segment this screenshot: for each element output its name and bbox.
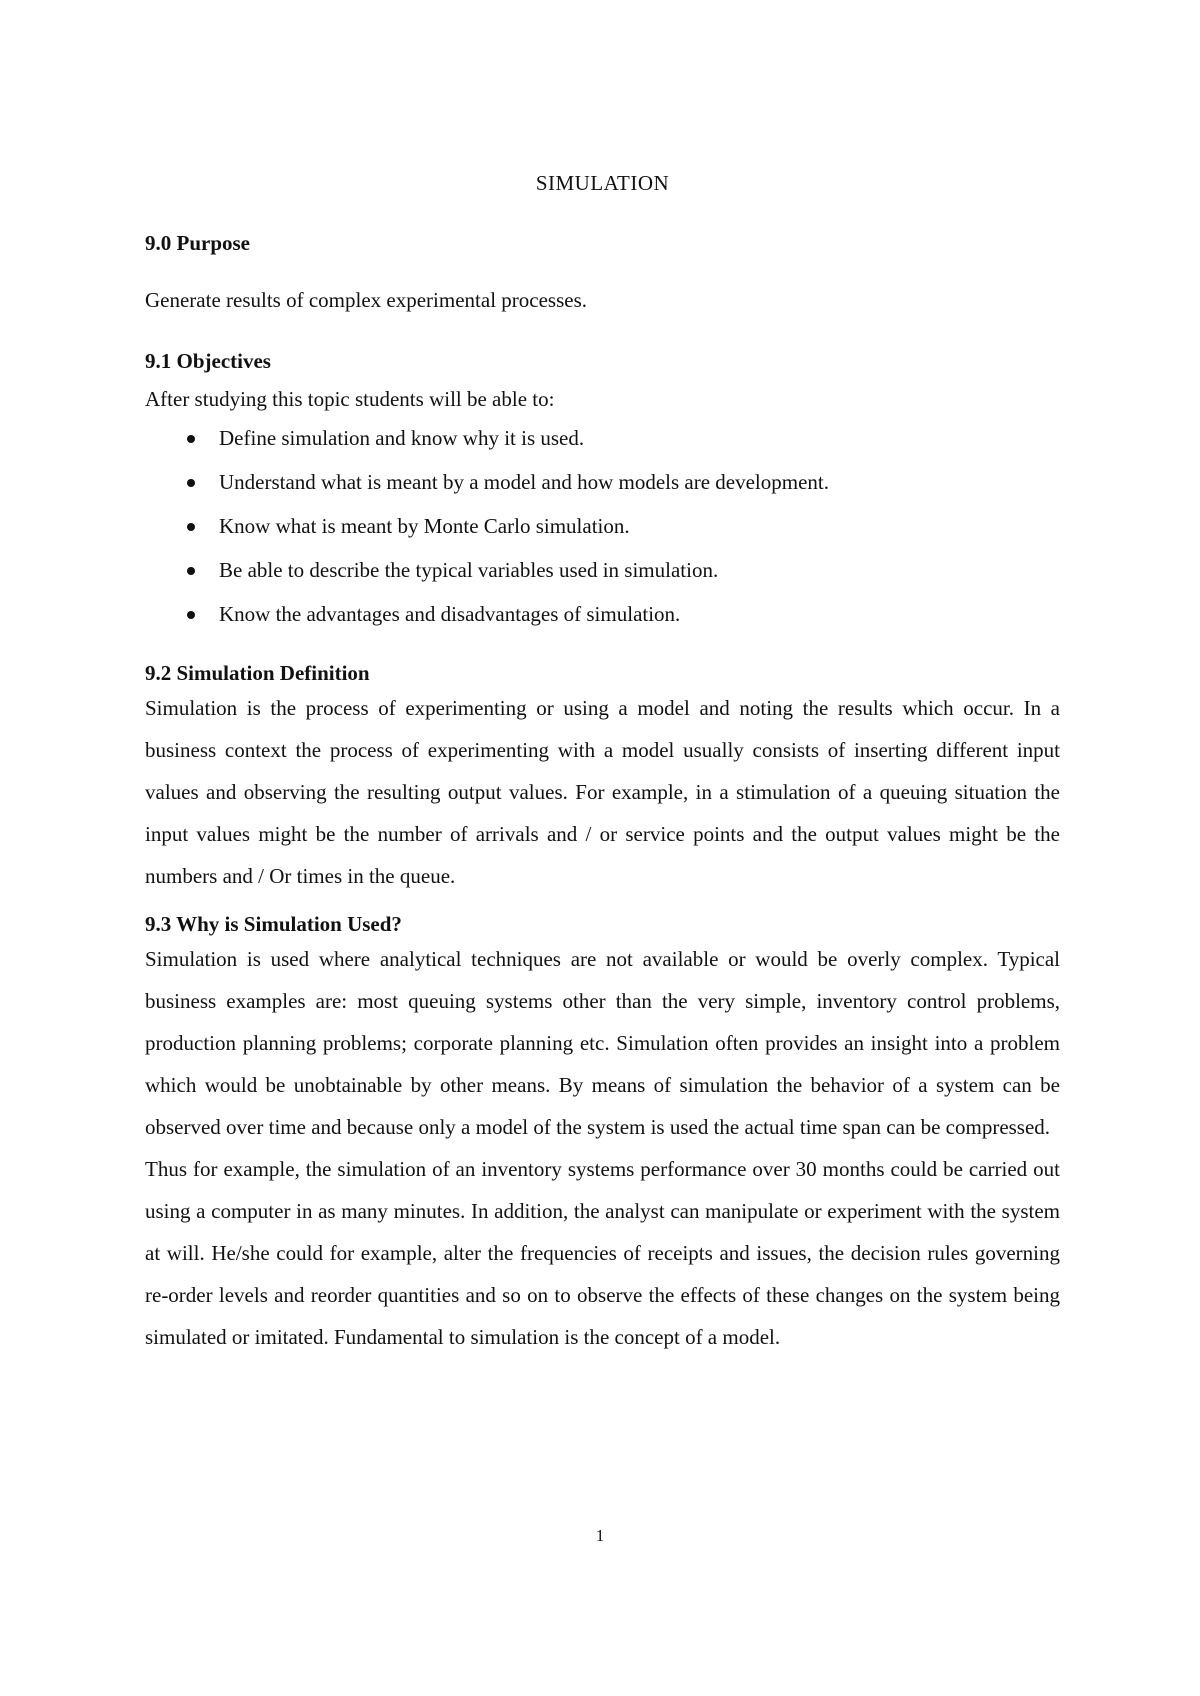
section-heading-purpose: 9.0 Purpose (145, 231, 250, 255)
why-used-paragraph-2: Thus for example, the simulation of an inventory systems performance over 30 months could be carried out using a computer in as many minutes. In addition, the analyst can manipulate or experiment with the system at will. He/she could for example, alter the frequencies of receipts and issues, the decision rules governing re-order levels and reorder quantities and so on to observe the effects of these changes on the system being simulated or imitated. Fundamental to simulation is the concept of a model. (145, 1157, 1060, 1349)
bullet-icon (187, 479, 195, 487)
objectives-list (145, 416, 1060, 636)
why-used-paragraph-1: Simulation is used where analytical techniques are not available or would be overly complex. Typical business examples are: most queuing systems other than the very simple, inventory control problems, production planning problems; corporate planning etc. Simulation often provides an insight into a problem which would be unobtainable by other means. By means of simulation the behavior of a system can be observed over time and because only a model of the system is used the actual time span can be compressed. (145, 947, 1060, 1139)
section-heading-why-used: 9.3 Why is Simulation Used? (145, 912, 402, 936)
definition-text: Simulation is the process of experimenting or using a model and noting the results which occur. In a business context the process of experimenting with a model usually consists of inserting different input values and observing the resulting output values. For example, in a stimulation of a queuing situation the input values might be the number of arrivals and / or service points and the output values might be the numbers and / Or times in the queue. (145, 696, 1060, 888)
list-item-text: Understand what is meant by a model and how models are development. (219, 470, 830, 494)
section-heading-definition: 9.2 Simulation Definition (145, 661, 370, 685)
bullet-icon (187, 523, 195, 531)
page-content (145, 170, 1060, 1358)
list-item (145, 416, 1060, 460)
list-item-text: Define simulation and know why it is used. (219, 426, 585, 450)
bullet-icon (187, 435, 195, 443)
list-item-text: Know what is meant by Monte Carlo simulation. (219, 514, 630, 538)
objectives-intro: After studying this topic students will be able to: (145, 387, 555, 411)
list-item-text: Be able to describe the typical variables used in simulation. (219, 558, 719, 582)
list-item (145, 548, 1060, 592)
bullet-icon (187, 611, 195, 619)
list-item (145, 504, 1060, 548)
list-item (145, 592, 1060, 636)
page-number: 1 (595, 1526, 605, 1545)
list-item-text: Know the advantages and disadvantages of simulation. (219, 602, 681, 626)
section-heading-objectives: 9.1 Objectives (145, 349, 271, 373)
bullet-icon (187, 567, 195, 575)
document-title: SIMULATION (535, 171, 670, 195)
list-item (145, 460, 1060, 504)
purpose-text: Generate results of complex experimental processes. (145, 288, 587, 312)
